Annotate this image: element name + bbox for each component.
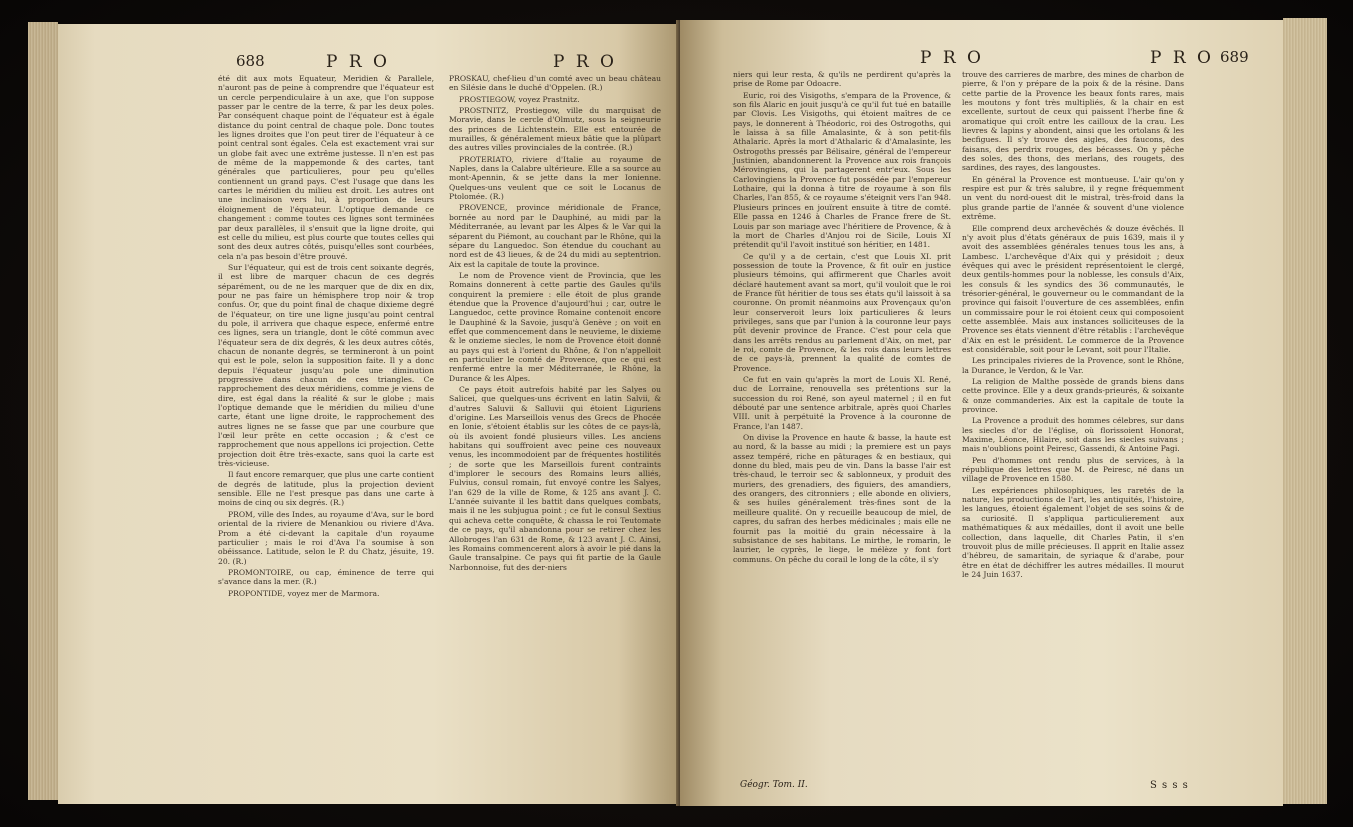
paragraph: Elle comprend deux archevêchés & douze évêchés. Il n'y avoit plus d'états généraux de puis 1639, mais il y avoit des assemblées générales tenues tous les ans, à Lambesc. L'archevêque d'Aix qui y présidoit ; deux évêques qui avec le président représentoient le clergé, deux gentils-hommes pour la noblesse, les consuls d'Aix, les consuls & les syndics des 36 communautés, le trésorier-général, le gouverneur ou le commandant de la province qui faisoit l'ouverture de ces assemblées, enfin un commissaire pour le roi étoient ceux qui composoient cette assemblée. Mais aux instances solliciteuses de la Provence ses états viennent d'être rétablis : l'archevêque d'Aix en est le président. Le commerce de la Provence est considérable, soit pour le Levant, soit pour l'Italie.: [962, 223, 1184, 354]
paragraph: Ce fut en vain qu'après la mort de Louis XI. René, duc de Lorraine, renouvella ses prétentions sur la succession du roi René, son ayeul maternel ; il en fut débouté par une sentence arbitrale, après quoi Charles VIII. unit à perpétuité la Provence à la couronne de France, l'an 1487.: [733, 375, 951, 431]
paragraph: trouve des carrieres de marbre, des mines de charbon de pierre, & l'on y prépare de la poix & de la résine. Dans cette partie de la Provence les beaux fonts rares, mais les moutons y font très multipliés, & la chair en est excellente, surtout de ceux qui paissent l'herbe fine & aromatique qui croît entre les cailloux de la crau. Les lievres & lapins y abondent, ainsi que les ortolans & les becfigues. Il s'y trouve des aigles, des faucons, des faisans, des perdrix rouges, des bécasses. On y pêche des soles, des thons, des merlans, des rougets, des sardines, des rayes, des langoustes.: [962, 70, 1184, 173]
paragraph: PROMONTOIRE, ou cap, éminence de terre qui s'avance dans la mer. (R.): [218, 567, 434, 587]
paragraph: La Provence a produit des hommes célebres, sur dans les siecles d'or de l'église, où florissoient Honorat, Maxime, Léonce, Hilaire, soit dans les siecles suivans ; mais n'oublions point Peiresc, Gassendi, & Antoine Pagi.: [962, 416, 1184, 454]
paragraph: On divise la Provence en haute & basse, la haute est au nord, & la basse au midi ; la premiere est un pays assez tempéré, riche en pâturages & en bestiaux, qui donne du bled, mais peu de vin. Dans la basse l'air est très-chaud, le terroir sec & sablonneux, y produit des muriers, des grenadiers, des figuiers, des amandiers, des orangers, des citronniers ; elle abonde en oliviers, & ses huiles généralement très-fines sont de la meilleure qualité. On y recueille beaucoup de miel, de capres, du safran des herbes médicinales ; mais elle ne fournit pas la moitié du grain nécessaire à la subsistance de ses habitans. Le mirthe, le romarin, le laurier, le cyprès, le liege, le mélèze y font fort communs. On pêche du corail le long de la côte, il s'y: [733, 433, 951, 564]
running-head-right: P R O: [920, 48, 984, 68]
book-fore-edge-left: [28, 22, 58, 800]
right-page-column-2: [962, 70, 1184, 581]
paragraph: Ce pays étoit autrefois habité par les Salyes ou Salicei, que quelques-uns écrivent en latin Salvii, & d'autres Saluvii & Salluvii qui étoient Liguriens d'origine. Les Marseillois venus des Grecs de Phocée en Ionie, s'étoient établis sur les côtes de ce pays-là, où ils avoient fondé plusieurs villes. Les anciens habitans qui souffroient avec peine ces nouveaux venus, les incommodoient par de fréquentes hostilités ; de sorte que les Marseillois furent contraints d'implorer le secours des Romains leurs alliés, Fulvius, consul romain, fut envoyé contre les Salyes, l'an 629 de la ville de Rome, & 125 ans avant J. C. L'année suivante il les battit dans quelques combats, mais il ne les subjugua point ; ce fut le consul Sextius qui acheva cette conquête, & chassa le roi Teutomate de ce pays, qu'il abandonna pour se retirer chez les Allobroges l'an 631 de Rome, & 123 avant J. C. Ainsi, les Romains commencerent alors à avoir le pié dans la Gaule transalpine. Ce pays qui fit partie de la Gaule Narbonnoise, fut des der-niers: [449, 385, 661, 572]
paragraph: Sur l'équateur, qui est de trois cent soixante degrés, il est libre de marquer chacun de ces degrés séparément, ou de ne les marquer que de dix en dix, pour ne pas faire un hémisphere trop noir & trop confus. Or, que du point final de chaque dixieme degré de l'équateur, on tire une ligne jusqu'au point central du pole, il arrivera que chaque espece, enfermé entre ces lignes, sera un triangle, dont le côté commun avec l'équateur sera de dix degrés, & les deux autres côtés, chacun de nonante degrés, se termineront à un point qui est le pole, selon la supposition faite. Il y a donc depuis l'équateur jusqu'au pole une diminution progressive dans chacun de ces triangles. Ce rapprochement des deux méridiens, comme je viens de dire, est égal dans la réalité & sur le globe ; mais l'optique demande que le méridien du milieu d'une carte, étant une ligne droite, le rapprochement des autres lignes ne se fasse que par une courbure que l'œil leur prête en cette occasion ; & c'est ce rapprochement que nous appellons ici projection. Cette projection doit être très-exacte, sans quoi la carte est très-vicieuse.: [218, 262, 434, 469]
running-head-left: P R O: [326, 52, 390, 72]
left-page: [58, 24, 680, 804]
paragraph: Les expériences philosophiques, les raretés de la nature, les productions de l'art, les antiquités, l'histoire, les langues, étoient également l'objet de ses soins & de sa curiosité. Il s'appliqua particulierement aux mathématiques & aux médailles, dont il avoit une belle collection, dans laquelle, dit Charles Patin, il s'en trouvoit plus de mille précieuses. Il apprit en Italie assez d'hébreu, de samaritain, de syriaque & d'arabe, pour être en état de déchiffrer les autres médailles. Il mourut le 24 Juin 1637.: [962, 485, 1184, 579]
signature-mark: S s s s: [1150, 780, 1189, 791]
page-number-left: 688: [236, 52, 265, 70]
paragraph: PROSKAU, chef-lieu d'un comté avec un beau château en Silésie dans le duché d'Oppelen. (R.): [449, 74, 661, 93]
book-fore-edge-right: [1283, 18, 1327, 804]
left-page-column-2: [449, 74, 661, 574]
paragraph: Euric, roi des Visigoths, s'empara de la Provence, & son fils Alaric en jouit jusqu'à ce qu'il fut tué en bataille par Clovis. Les Visigoths, qui étoient maîtres de ce pays, le donnerent à Théodoric, roi des Ostrogoths, qui le laissa à sa fille Amalasinte, & à son petit-fils Athalaric. Après la mort d'Athalaric & d'Amalasinte, les Ostrogoths pressés par Bélisaire, général de l'empereur Justinien, abandonnerent la Provence aux rois françois Mérovingiens, qui la partagerent entr'eux. Sous les Carlovingiens la Provence fut possédée par l'empereur Lothaire, qui la donna à titre de royaume à son fils Charles, l'an 855, & ce royaume s'éteignit vers l'an 948. Plusieurs princes en jouïrent ensuite à titre de comté. Elle passa en 1246 à Charles de France frere de St. Louis par son mariage avec l'héritiere de Provence, & à la mort de Charles d'Anjou roi de Sicile, Louis XI prétendit qu'il l'avoit institué son héritier, en 1481.: [733, 90, 951, 250]
paragraph: Le nom de Provence vient de Provincia, que les Romains donnerent à cette partie des Gaules qu'ils conquirent la premiere : elle étoit de plus grande étendue que la Provence d'aujourd'hui ; car, outre le Languedoc, cette province Romaine contenoit encore le Dauphiné & la Savoie, jusqu'à Genève ; on voit en effet que commencement dans le neuvieme, le dixieme & le onzieme siecles, le nom de Provence étoit donné au pays qui est à l'orient du Rhône, & l'on n'appelloit en particulier le comté de Provence, que ce qui est renfermé entre la mer Méditerranée, le Rhône, la Durance & les Alpes.: [449, 270, 661, 383]
paragraph: Les principales rivieres de la Provence, sont le Rhône, la Durance, le Verdon, & le Var.: [962, 356, 1184, 375]
paragraph: Il faut encore remarquer, que plus une carte contient de degrés de latitude, plus la projection devient sensible. Elle ne l'est presque pas dans une carte à moins de cinq ou six degrés. (R.): [218, 470, 434, 508]
paragraph: PROPONTIDE, voyez mer de Marmora.: [228, 588, 380, 598]
paragraph: PROM, ville des Indes, au royaume d'Ava, sur le bord oriental de la riviere de Menankiou ou riviere d'Ava. Prom a été ci-devant la capitale d'un royaume particulier ; mais le roi d'Ava l'a soumise à son obéissance. Latitude, selon le P. du Chatz, jésuite, 19. 20. (R.): [218, 509, 434, 566]
paragraph: La religion de Malthe possède de grands biens dans cette province. Elle y a deux grands-prieurés, & soixante & onze commanderies. Aix est la capitale de toute la province.: [962, 377, 1184, 415]
page-number-right: 689: [1220, 48, 1249, 66]
paragraph: été dit aux mots Equateur, Meridien & Parallele, n'auront pas de peine à comprendre que l'équateur est un cercle perpendiculaire à un axe, que l'on suppose passer par le centre de la terre, & par les deux poles. Par conséquent chaque point de l'équateur est à égale distance du point central de chaque pole. Donc toutes les lignes droites que l'on peut tirer de l'équateur à ce point central sont égales. Cela est exactement vrai sur un globe fait avec une extrême justesse. Il n'en est pas de même de la mappemonde & des cartes, tant générales que particulieres, pour peu qu'elles contiennent un grand pays. C'est l'usage que dans les cartes le méridien du milieu est droit. Les autres ont une inclinaison vers lui, à proportion de leurs éloignement de l'équateur. L'optique demande ce changement : comme toutes ces lignes sont terminées par deux parallèles, il s'ensuit que la ligne droite, qui est celle du milieu, est plus courte que toutes celles qui sont des deux autres côtés, puisqu'elles sont courbées, cela n'a pas besoin d'être prouvé.: [218, 74, 434, 261]
paragraph: PROSTNITZ, Prostiegow, ville du marquisat de Moravie, dans le cercle d'Olmutz, sous la seigneurie des princes de Lichtenstein. Elle est entourée de murailles, & généralement mieux bâtie que la plûpart des autres villes provinciales de la contrée. (R.): [449, 106, 661, 153]
paragraph: PROSTIEGOW, voyez Prastnitz.: [459, 94, 580, 104]
running-head-right-col2: P R O: [1150, 48, 1214, 68]
paragraph: En général la Provence est montueuse. L'air qu'on y respire est pur & très salubre, il y regne fréquemment un vent du nord-ouest dit le mistral, très-froid dans la plus grande partie de l'année & souvent d'une violence extrême.: [962, 174, 1184, 222]
left-page-column-1: [218, 74, 434, 600]
paragraph: Ce qu'il y a de certain, c'est que Louis XI. prit possession de toute la Provence, & fit ouïr en justice plusieurs témoins, qui affirmerent que Charles avoit déclaré hautement avant sa mort, qu'il vouloit que le roi de France fût héritier de tous ses états qu'il laissoit à sa couronne. On promit néanmoins aux Provençaux qu'on leur conserveroit leurs loix particulieres & leurs privileges, sans que par l'union à la couronne leur pays pût devenir province de France. C'est pour cela que dans les arrêts rendus au parlement d'Aix, on met, par le roi, comte de Provence, & les rois dans leurs lettres de ce pays-là, prennent la qualité de comtes de Provence.: [733, 251, 951, 373]
paragraph: niers qui leur resta, & qu'ils ne perdirent qu'après la prise de Rome par Odoacre.: [733, 70, 951, 89]
right-page-column-1: [733, 70, 951, 566]
paragraph: PROVENCE, province méridionale de France, bornée au nord par le Dauphiné, au midi par la Méditerranée, au levant par les Alpes & le Var qui la séparent du Piémont, au couchant par le Rhône, qui la sépare du Languedoc. Son étendue du couchant au nord est de 43 lieues, & de 24 du midi au septentrion. Aix est la capitale de toute la province.: [449, 203, 661, 269]
running-head-left-col2: P R O: [553, 52, 617, 72]
volume-footer: Géogr. Tom. II.: [740, 780, 808, 790]
paragraph: Peu d'hommes ont rendu plus de services, à la république des lettres que M. de Peiresc, né dans un village de Provence en 1580.: [962, 455, 1184, 484]
paragraph: PROTERIATO, riviere d'Italie au royaume de Naples, dans la Calabre ultérieure. Elle a sa source au mont-Apennin, & se jette dans la mer Ionienne. Quelques-uns veulent que ce soit le Locanus de Ptolomée. (R.): [449, 154, 661, 202]
right-page: [680, 20, 1283, 806]
